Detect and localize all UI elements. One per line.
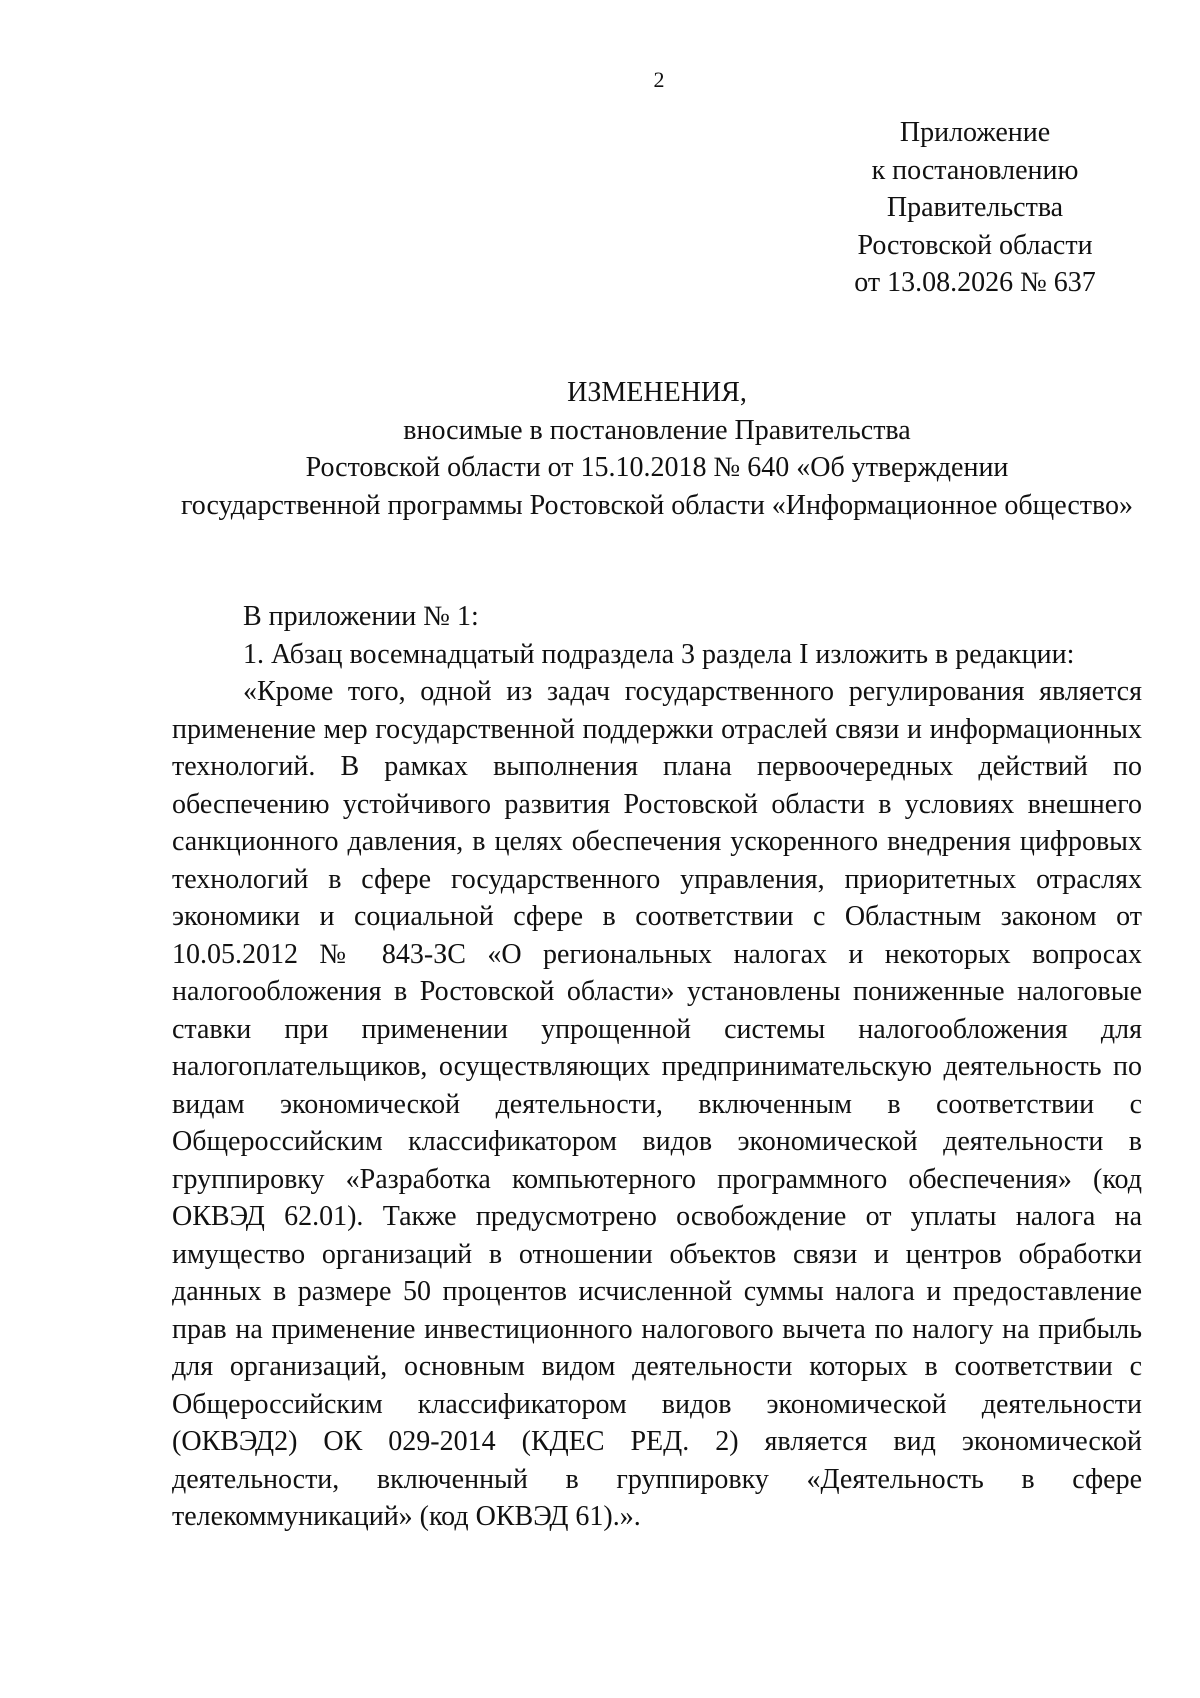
appendix-line: от 13.08.2026 № 637 [854, 267, 1096, 298]
document-title [172, 374, 1142, 524]
appendix-header [820, 114, 1130, 302]
appendix-line: к постановлению [871, 154, 1079, 186]
document-body [172, 598, 1142, 1536]
body-item-1: 1. Абзац восемнадцатый подраздела 3 раздела I изложить в редакции: [243, 638, 1075, 670]
page-number: 2 [653, 67, 665, 92]
title-line: вносимые в постановление Правительства [403, 414, 911, 446]
appendix-line: Ростовской области [857, 229, 1093, 261]
body-intro: В приложении № 1: [243, 601, 479, 632]
body-quote-paragraph: «Кроме того, одной из задач государственного регулирования является применение мер государственной поддержки отраслей связи и информационных технологий. В рамках выполнения плана первоочередных действий по обеспечению устойчивого развития Ростовской области в условиях внешнего санкционного давления, в целях обеспечения ускоренного внедрения цифровых технологий в сфере государственного управления, приоритетных отраслях экономики и социальной сфере в соответствии с Областным законом от 10.05.2012 № 843-ЗС «О региональных налогах и некоторых вопросах налогообложения в Ростовской области» установлены пониженные налоговые ставки при применении упрощенной системы налогообложения для налогоплательщиков, осуществляющих предпринимательскую деятельность по видам экономической деятельности, включенным в соответствии с Общероссийским классификатором видов экономической деятельности в группировку «Разработка компьютерного программного обеспечения» (код ОКВЭД 62.01). Также предусмотрено освобождение от уплаты налога на имущество организаций в отношении объектов связи и центров обработки данных в размере 50 процентов исчисленной суммы налога и предоставление прав на применение инвестиционного налогового вычета по налогу на прибыль для организаций, основным видом деятельности которых в соответствии с Общероссийским классификатором видов экономической деятельности (ОКВЭД2) ОК 029-2014 (КДЕС РЕД. 2) является вид экономической деятельности, включенный в группировку «Деятельность в сфере телекоммуникаций» (код ОКВЭД 61).». [172, 676, 1142, 1532]
title-line: Ростовской области от 15.10.2018 № 640 «Об утверждении [305, 452, 1009, 483]
appendix-line: Правительства [886, 192, 1064, 223]
appendix-line: Приложение [899, 117, 1051, 148]
title-line: государственной программы Ростовской области «Информационное общество» [180, 489, 1134, 521]
title-heading: ИЗМЕНЕНИЯ, [567, 377, 747, 408]
